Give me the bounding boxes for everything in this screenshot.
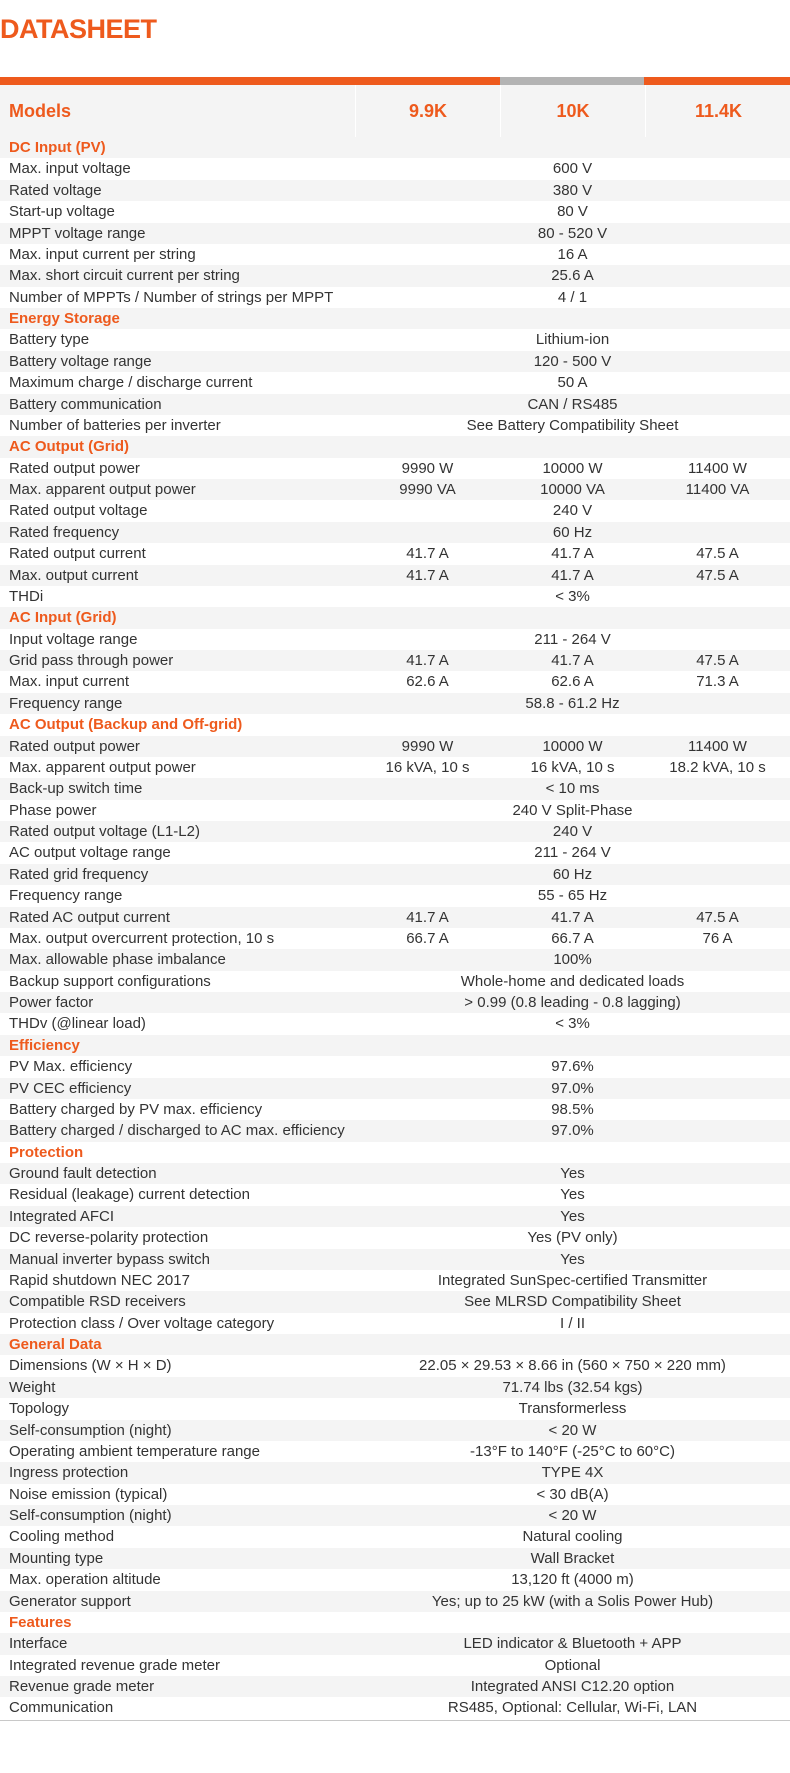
spec-row [0, 1013, 790, 1034]
spec-row [0, 1377, 790, 1398]
spec-label: Rated output current [9, 545, 146, 563]
spec-value-col-2: 41.7 A [551, 652, 594, 669]
spec-row [0, 1420, 790, 1441]
spec-row [0, 1441, 790, 1462]
section-header-row [0, 1334, 790, 1355]
spec-row [0, 864, 790, 885]
spec-value-col-2: 66.7 A [551, 929, 594, 947]
spec-label: Phase power [9, 801, 97, 819]
spec-row [0, 1249, 790, 1270]
accent-bar-orange [0, 77, 500, 85]
spec-row [0, 265, 790, 286]
spec-label: Max. output current [9, 566, 139, 584]
spec-row [0, 458, 790, 479]
section-header-row [0, 1142, 790, 1163]
spec-label: Operating ambient temperature range [9, 1442, 260, 1460]
spec-label: Rated AC output current [9, 908, 170, 926]
section-title: Energy Storage [9, 310, 120, 327]
spec-label: Manual inverter bypass switch [9, 1250, 210, 1268]
spec-value: See MLRSD Compatibility Sheet [464, 1293, 681, 1311]
spec-row [0, 693, 790, 714]
spec-value: 240 V [552, 502, 593, 520]
accent-bar-orange-right [644, 77, 790, 85]
spec-row [0, 1548, 790, 1569]
spec-value: 60 Hz [552, 523, 593, 541]
spec-label: PV Max. efficiency [9, 1058, 133, 1076]
spec-row [0, 671, 790, 692]
section-title: General Data [9, 1336, 102, 1353]
spec-value-col-1: 41.7 A [406, 652, 449, 669]
spec-value-col-3: 47.5 A [696, 545, 739, 563]
spec-label: Start-up voltage [9, 203, 115, 221]
spec-value: -13°F to 140°F (-25°C to 60°C) [470, 1442, 675, 1460]
spec-value: < 20 W [548, 1507, 597, 1524]
spec-value-col-1: 9990 W [401, 459, 454, 477]
spec-row [0, 1526, 790, 1547]
model-11-4k-header: 11.4K [645, 85, 790, 137]
spec-row [0, 736, 790, 757]
model-10k-header: 10K [500, 85, 645, 137]
spec-label: Self-consumption (night) [9, 1507, 172, 1524]
spec-value: 13,120 ft (4000 m) [511, 1571, 634, 1589]
accent-bar-gray [500, 77, 644, 85]
spec-label: Max. operation altitude [9, 1571, 161, 1589]
spec-row [0, 885, 790, 906]
spec-label: Rated output power [9, 459, 140, 477]
spec-label: Input voltage range [9, 630, 138, 648]
spec-value: 120 - 500 V [533, 352, 612, 370]
spec-label: Dimensions (W × H × D) [9, 1357, 172, 1375]
spec-value-col-3: 18.2 kVA, 10 s [669, 758, 766, 776]
spec-label: Ground fault detection [9, 1165, 157, 1182]
spec-row [0, 415, 790, 436]
spec-label: Frequency range [9, 694, 123, 712]
spec-row [0, 778, 790, 799]
section-title: AC Output (Grid) [9, 438, 129, 456]
spec-row [0, 629, 790, 650]
spec-label: Max. input current [9, 673, 130, 691]
spec-label: Backup support configurations [9, 972, 211, 990]
spec-value: Integrated ANSI C12.20 option [470, 1678, 675, 1695]
spec-value-col-1: 9990 W [401, 737, 454, 755]
spec-value-col-1: 41.7 A [406, 566, 449, 584]
spec-label: Max. apparent output power [9, 758, 196, 776]
spec-value-col-2: 41.7 A [551, 566, 594, 584]
spec-value: < 3% [555, 1015, 590, 1033]
spec-value: 50 A [557, 374, 588, 392]
spec-label: Rated voltage [9, 181, 102, 199]
spec-row [0, 1633, 790, 1654]
header-accent-bar [0, 77, 790, 85]
spec-label: Number of batteries per inverter [9, 416, 221, 434]
spec-row [0, 1313, 790, 1334]
spec-value: 4 / 1 [557, 288, 588, 306]
spec-label: Generator support [9, 1592, 131, 1610]
spec-value: 22.05 × 29.53 × 8.66 in (560 × 750 × 220 mm) [419, 1357, 726, 1375]
spec-value: 16 A [557, 245, 588, 263]
spec-row [0, 586, 790, 607]
spec-row [0, 1099, 790, 1120]
section-title: Efficiency [9, 1036, 80, 1054]
spec-row [0, 522, 790, 543]
spec-label: Frequency range [9, 887, 123, 905]
spec-value-col-2: 62.6 A [551, 673, 594, 691]
spec-row [0, 1291, 790, 1312]
spec-row [0, 1270, 790, 1291]
spec-value: I / II [559, 1314, 585, 1332]
spec-row [0, 650, 790, 671]
section-header-row [0, 137, 790, 158]
spec-value: 97.6% [551, 1058, 594, 1076]
spec-label: Compatible RSD receivers [9, 1293, 186, 1311]
spec-row [0, 1398, 790, 1419]
spec-value: 97.0% [551, 1079, 594, 1097]
spec-label: Rapid shutdown NEC 2017 [9, 1271, 190, 1289]
spec-value: 80 V [557, 203, 588, 221]
spec-row [0, 1655, 790, 1676]
spec-row [0, 949, 790, 970]
spec-value: Yes [560, 1165, 585, 1182]
spec-value: Optional [544, 1656, 601, 1674]
spec-value: 55 - 65 Hz [537, 887, 608, 905]
spec-row [0, 543, 790, 564]
spec-value: LED indicator & Bluetooth + APP [463, 1635, 682, 1653]
spec-label: Battery type [9, 331, 90, 349]
spec-value: 71.74 lbs (32.54 kgs) [502, 1378, 643, 1396]
spec-label: Max. input current per string [9, 245, 196, 263]
spec-label: Rated output voltage (L1-L2) [9, 823, 200, 840]
spec-value: 25.6 A [551, 267, 594, 285]
spec-value: 60 Hz [552, 865, 593, 883]
spec-value: Lithium-ion [535, 331, 610, 349]
spec-label: THDi [9, 587, 44, 605]
spec-label: Weight [9, 1378, 56, 1396]
spec-value: 211 - 264 V [534, 844, 611, 862]
spec-value: 80 - 520 V [537, 224, 608, 242]
spec-row [0, 821, 790, 842]
spec-value: 100% [553, 951, 592, 969]
spec-label: Battery communication [9, 395, 162, 413]
spec-label: AC output voltage range [9, 844, 171, 862]
spec-value: Whole-home and dedicated loads [460, 972, 685, 990]
spec-label: Revenue grade meter [9, 1678, 155, 1695]
spec-value-col-2: 10000 W [542, 737, 603, 755]
spec-label: DC reverse-polarity protection [9, 1229, 209, 1247]
spec-value-col-1: 62.6 A [406, 673, 449, 691]
spec-value: 58.8 - 61.2 Hz [525, 694, 620, 712]
spec-row [0, 907, 790, 928]
section-header-row [0, 308, 790, 329]
spec-value-col-3: 47.5 A [696, 566, 739, 584]
spec-row [0, 1120, 790, 1141]
spec-row [0, 372, 790, 393]
spec-value: 380 V [552, 181, 593, 199]
spec-row [0, 757, 790, 778]
spec-value: Natural cooling [522, 1528, 623, 1546]
spec-label: Max. allowable phase imbalance [9, 951, 226, 969]
spec-value: 211 - 264 V [534, 630, 611, 648]
spec-label: Max. output overcurrent protection, 10 s [9, 929, 275, 947]
spec-value-col-1: 41.7 A [406, 908, 449, 926]
spec-label: Cooling method [9, 1528, 115, 1546]
spec-value-col-2: 10000 VA [540, 481, 605, 498]
spec-row [0, 479, 790, 500]
spec-row [0, 500, 790, 521]
spec-label: Battery charged by PV max. efficiency [9, 1100, 263, 1118]
spec-label: Integrated revenue grade meter [9, 1656, 220, 1674]
spec-label: Integrated AFCI [9, 1207, 115, 1225]
spec-label: Rated frequency [9, 523, 120, 541]
spec-label: Residual (leakage) current detection [9, 1186, 250, 1204]
spec-value: > 0.99 (0.8 leading - 0.8 lagging) [464, 994, 681, 1011]
spec-value: Yes [560, 1207, 585, 1225]
spec-value-col-1: 16 kVA, 10 s [385, 758, 470, 776]
spec-label: Grid pass through power [9, 652, 174, 669]
spec-label: Maximum charge / discharge current [9, 374, 253, 392]
spec-value: TYPE 4X [541, 1464, 604, 1482]
spec-row [0, 1462, 790, 1483]
spec-value: CAN / RS485 [527, 395, 618, 413]
spec-value-col-2: 16 kVA, 10 s [530, 758, 615, 776]
spec-label: Power factor [9, 994, 94, 1011]
spec-value-col-3: 76 A [702, 929, 733, 947]
spec-row [0, 1591, 790, 1612]
spec-row [0, 1078, 790, 1099]
spec-value: Wall Bracket [530, 1549, 615, 1567]
spec-value: < 3% [555, 587, 590, 605]
spec-row [0, 351, 790, 372]
spec-value-col-3: 47.5 A [696, 908, 739, 926]
spec-label: Max. input voltage [9, 160, 131, 178]
spec-label: Back-up switch time [9, 780, 143, 798]
spec-value: 98.5% [551, 1100, 594, 1118]
spec-value-col-2: 41.7 A [551, 545, 594, 563]
spec-value-col-3: 11400 W [688, 459, 747, 477]
spec-row [0, 1206, 790, 1227]
spec-row [0, 201, 790, 222]
spec-label: MPPT voltage range [9, 224, 146, 242]
spec-row [0, 394, 790, 415]
spec-row [0, 565, 790, 586]
spec-label: Noise emission (typical) [9, 1485, 168, 1503]
spec-row [0, 180, 790, 201]
spec-row [0, 971, 790, 992]
spec-row [0, 287, 790, 308]
spec-value-col-3: 47.5 A [696, 652, 739, 669]
spec-row [0, 329, 790, 350]
spec-row [0, 928, 790, 949]
spec-value: RS485, Optional: Cellular, Wi-Fi, LAN [447, 1699, 698, 1717]
spec-row [0, 1184, 790, 1205]
spec-value-col-3: 11400 W [688, 737, 747, 755]
spec-row [0, 1697, 790, 1718]
spec-value: 240 V Split-Phase [512, 801, 633, 819]
section-header-row [0, 1035, 790, 1056]
spec-row [0, 244, 790, 265]
spec-value: Transformerless [518, 1400, 627, 1418]
section-title: AC Input (Grid) [9, 609, 117, 627]
section-title: Features [9, 1613, 72, 1631]
spec-label: Battery voltage range [9, 352, 152, 370]
spec-value: 600 V [552, 160, 593, 178]
spec-label: Mounting type [9, 1549, 104, 1567]
spec-value: See Battery Compatibility Sheet [466, 416, 679, 434]
spec-label: Rated grid frequency [9, 865, 149, 883]
spec-value: < 10 ms [545, 780, 600, 798]
spec-label: Battery charged / discharged to AC max. efficiency [9, 1122, 345, 1140]
spec-label: Max. apparent output power [9, 481, 196, 498]
spec-row [0, 1484, 790, 1505]
spec-value: Yes; up to 25 kW (with a Solis Power Hub) [431, 1592, 714, 1610]
section-header-row [0, 607, 790, 628]
spec-label: Ingress protection [9, 1464, 129, 1482]
section-title: Protection [9, 1143, 84, 1161]
spec-value: 240 V [552, 823, 593, 840]
spec-label: Number of MPPTs / Number of strings per MPPT [9, 288, 334, 306]
spec-value-col-1: 41.7 A [406, 545, 449, 563]
spec-row [0, 1355, 790, 1376]
spec-value: < 30 dB(A) [536, 1485, 609, 1503]
spec-value-col-1: 66.7 A [406, 929, 449, 947]
spec-table-body [0, 137, 790, 1719]
spec-row [0, 1056, 790, 1077]
spec-value-col-1: 9990 VA [399, 481, 456, 498]
spec-value: < 20 W [548, 1421, 597, 1439]
spec-row [0, 800, 790, 821]
spec-row [0, 223, 790, 244]
spec-row [0, 1505, 790, 1526]
section-header-row [0, 1612, 790, 1633]
spec-value: Yes (PV only) [527, 1229, 618, 1247]
model-9-9k-header: 9.9K [355, 85, 500, 137]
spec-value: Integrated SunSpec-certified Transmitter [437, 1271, 708, 1289]
spec-value-col-2: 41.7 A [551, 908, 594, 926]
models-header: Models [9, 101, 72, 121]
table-header [0, 85, 790, 137]
spec-label: PV CEC efficiency [9, 1079, 132, 1097]
spec-value-col-2: 10000 W [542, 459, 603, 477]
spec-label: Self-consumption (night) [9, 1421, 172, 1439]
spec-row [0, 992, 790, 1013]
spec-label: Interface [9, 1635, 68, 1653]
spec-row [0, 842, 790, 863]
spec-row [0, 1227, 790, 1248]
spec-value: Yes [560, 1250, 585, 1268]
page-title: DATASHEET [0, 14, 157, 44]
section-title: AC Output (Backup and Off-grid) [9, 716, 243, 734]
spec-label: THDv (@linear load) [9, 1015, 146, 1033]
spec-value-col-3: 71.3 A [696, 673, 739, 691]
spec-value-col-3: 11400 VA [685, 481, 750, 498]
spec-row [0, 1163, 790, 1184]
spec-row [0, 1569, 790, 1590]
spec-value: 97.0% [551, 1122, 594, 1140]
section-title: DC Input (PV) [9, 139, 106, 156]
spec-label: Max. short circuit current per string [9, 267, 240, 285]
spec-row [0, 158, 790, 179]
spec-row [0, 1676, 790, 1697]
table-bottom-rule [0, 1720, 790, 1721]
spec-value: Yes [560, 1186, 585, 1204]
spec-label: Rated output voltage [9, 502, 148, 520]
spec-label: Topology [9, 1400, 70, 1418]
section-header-row [0, 714, 790, 735]
section-header-row [0, 436, 790, 457]
spec-label: Communication [9, 1699, 114, 1717]
spec-label: Protection class / Over voltage category [9, 1314, 275, 1332]
spec-label: Rated output power [9, 737, 140, 755]
